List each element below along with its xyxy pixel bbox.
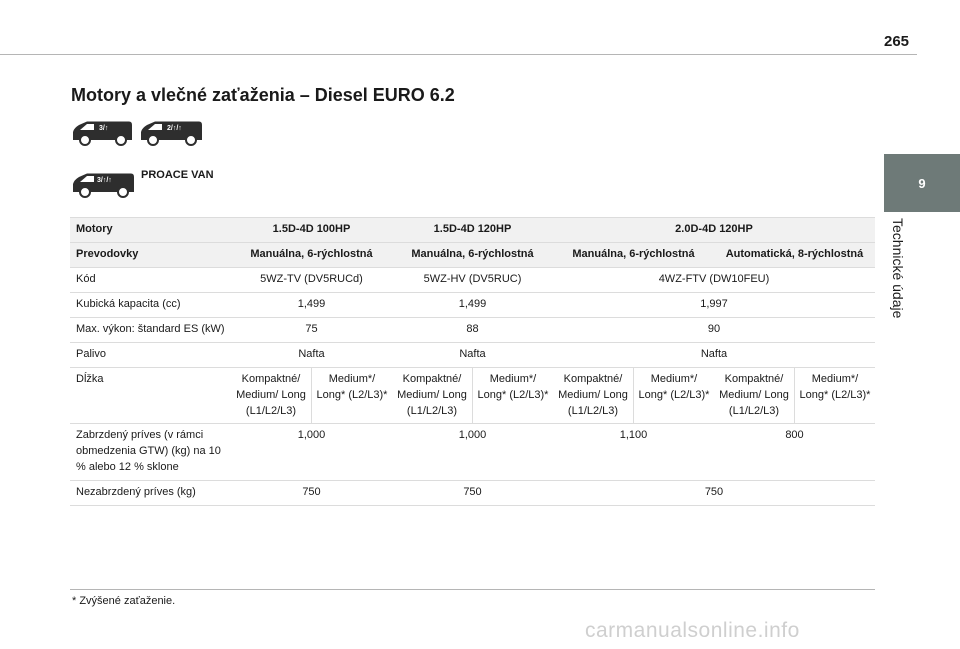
braked-cell: 1,000 <box>392 424 553 481</box>
table-row <box>70 481 875 506</box>
fuel-cell: Nafta <box>231 342 392 367</box>
gearbox-cell: Automatická, 8-rýchlostná <box>714 242 875 267</box>
unbraked-cell: 750 <box>392 481 553 506</box>
table-row <box>70 267 875 292</box>
row-label: Zabrzdený príves (v rámci obmedzenia GTW) (kg) na 10 % alebo 12 % sklone <box>70 424 231 481</box>
table-row <box>70 342 875 367</box>
length-option: Kompaktné/ Medium/ Long (L1/L2/L3) <box>714 368 795 424</box>
row-label: Palivo <box>70 342 231 367</box>
row-label: Dĺžka <box>70 367 231 424</box>
watermark: carmanualsonline.info <box>585 619 800 642</box>
length-option: Medium*/ Long* (L2/L3)* <box>316 372 388 401</box>
gearbox-cell: Manuálna, 6-rýchlostná <box>553 242 714 267</box>
capacity-cell: 1,499 <box>392 292 553 317</box>
unbraked-cell: 750 <box>231 481 392 506</box>
engine-cell: 1.5D-4D 100HP <box>231 218 392 243</box>
length-option: Medium*/ Long* (L2/L3)* <box>638 372 710 401</box>
length-option: Medium*/ Long* (L2/L3)* <box>799 372 871 401</box>
length-option: Kompaktné/ Medium/ Long (L1/L2/L3) <box>392 368 473 424</box>
code-cell: 5WZ-HV (DV5RUC) <box>392 267 553 292</box>
row-label: Max. výkon: štandard ES (kW) <box>70 317 231 342</box>
table-row <box>70 242 875 267</box>
top-rule <box>0 54 917 55</box>
table-row <box>70 292 875 317</box>
capacity-cell: 1,997 <box>553 292 875 317</box>
table-row <box>70 317 875 342</box>
fuel-cell: Nafta <box>392 342 553 367</box>
svg-text:2/↑/↑: 2/↑/↑ <box>167 125 182 132</box>
row-label: Prevodovky <box>70 242 231 267</box>
row-label: Nezabrzdený príves (kg) <box>70 481 231 506</box>
chapter-side-label: Technické údaje <box>890 218 906 319</box>
svg-text:3/↑: 3/↑ <box>99 125 109 132</box>
page-title: Motory a vlečné zaťaženia – Diesel EURO 6.2 <box>71 85 455 105</box>
row-label: Kód <box>70 267 231 292</box>
code-cell: 5WZ-TV (DV5RUCd) <box>231 267 392 292</box>
gearbox-cell: Manuálna, 6-rýchlostná <box>231 242 392 267</box>
code-cell: 4WZ-FTV (DW10FEU) <box>553 267 875 292</box>
row-label: Motory <box>70 218 231 243</box>
footnote-rule <box>70 589 875 590</box>
length-option: Medium*/ Long* (L2/L3)* <box>477 372 549 401</box>
table-row <box>70 367 875 424</box>
page-number: 265 <box>884 33 910 50</box>
capacity-cell: 1,499 <box>231 292 392 317</box>
length-cell <box>231 367 392 424</box>
length-cell <box>392 367 553 424</box>
braked-cell: 1,000 <box>231 424 392 481</box>
model-label: PROACE VAN <box>141 169 214 181</box>
specs-table <box>70 217 875 506</box>
braked-cell: 800 <box>714 424 875 481</box>
power-cell: 90 <box>553 317 875 342</box>
table-row <box>70 218 875 243</box>
unbraked-cell: 750 <box>553 481 875 506</box>
braked-cell: 1,100 <box>553 424 714 481</box>
gearbox-cell: Manuálna, 6-rýchlostná <box>392 242 553 267</box>
engine-cell: 1.5D-4D 120HP <box>392 218 553 243</box>
power-cell: 88 <box>392 317 553 342</box>
svg-text:3/↑/↑: 3/↑/↑ <box>97 177 112 184</box>
row-label: Kubická kapacita (cc) <box>70 292 231 317</box>
table-row <box>70 424 875 481</box>
length-option: Kompaktné/ Medium/ Long (L1/L2/L3) <box>553 368 634 424</box>
length-option: Kompaktné/ Medium/ Long (L1/L2/L3) <box>231 368 312 424</box>
length-cell <box>714 367 875 424</box>
van-icon <box>71 120 133 146</box>
power-cell: 75 <box>231 317 392 342</box>
footnote: * Zvýšené zaťaženie. <box>72 595 176 607</box>
fuel-cell: Nafta <box>553 342 875 367</box>
van-icon <box>139 120 203 146</box>
van-icon <box>71 172 135 198</box>
chapter-tab[interactable]: 9 <box>884 154 960 212</box>
length-cell <box>553 367 714 424</box>
engine-cell: 2.0D-4D 120HP <box>553 218 875 243</box>
